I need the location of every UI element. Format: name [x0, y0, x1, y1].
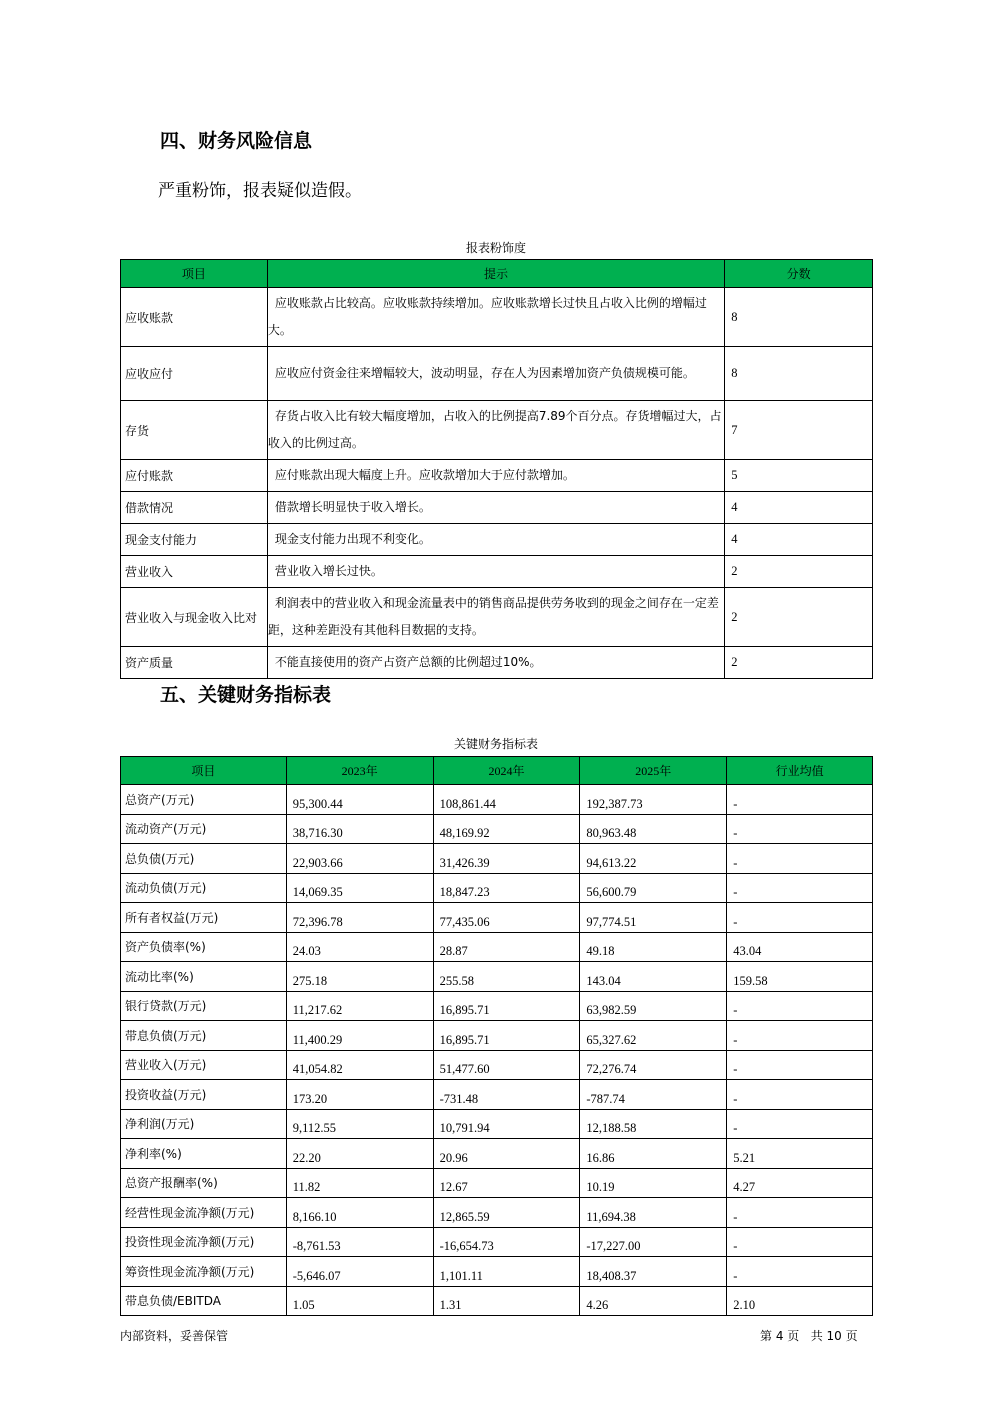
kpi-2024: 16,895.71	[433, 1021, 580, 1051]
table-row	[121, 1257, 873, 1287]
kpi-2025: 63,982.59	[580, 991, 727, 1021]
footer-page-number: 第 4 页 共 10 页	[760, 1329, 858, 1343]
kpi-2024: 12.67	[433, 1168, 580, 1198]
risk-item: 资产质量	[121, 647, 268, 679]
section-title-financial-risk: 四、财务风险信息	[160, 130, 313, 152]
kpi-industry-avg: 43.04	[727, 932, 873, 962]
risk-hint-text: 应收账款占比较高。应收账款持续增加。应收账款增长过快且占收入比例的增幅过大。	[267, 296, 707, 337]
kpi-2023: 22,903.66	[286, 844, 433, 874]
kpi-industry-avg: -	[727, 991, 873, 1021]
risk-score: 7	[725, 401, 873, 460]
table-row	[121, 1139, 873, 1169]
kpi-2023: -5,646.07	[286, 1257, 433, 1287]
kpi-2023: 11,400.29	[286, 1021, 433, 1051]
column-header-industry-avg: 行业均值	[727, 757, 873, 785]
kpi-2024: 77,435.06	[433, 903, 580, 933]
kpi-2025: 56,600.79	[580, 873, 727, 903]
kpi-2024: 28.87	[433, 932, 580, 962]
table-row	[121, 903, 873, 933]
kpi-label: 投资性现金流净额(万元)	[121, 1227, 287, 1257]
kpi-2025: 72,276.74	[580, 1050, 727, 1080]
kpi-2025: 192,387.73	[580, 785, 727, 815]
risk-item: 应付账款	[121, 460, 268, 492]
kpi-2025: 4.26	[580, 1286, 727, 1316]
kpi-2023: 9,112.55	[286, 1109, 433, 1139]
kpi-label: 银行贷款(万元)	[121, 991, 287, 1021]
table-row	[121, 588, 873, 647]
kpi-label: 营业收入(万元)	[121, 1050, 287, 1080]
kpi-2024: 18,847.23	[433, 873, 580, 903]
risk-score: 2	[725, 556, 873, 588]
risk-hint-text: 营业收入增长过快。	[274, 564, 383, 578]
table-row	[121, 1021, 873, 1051]
kpi-industry-avg: 4.27	[727, 1168, 873, 1198]
kpi-label: 投资收益(万元)	[121, 1080, 287, 1110]
risk-item: 营业收入与现金收入比对	[121, 588, 268, 647]
risk-score: 8	[725, 288, 873, 347]
risk-score: 4	[725, 524, 873, 556]
risk-hint-text: 应付账款出现大幅度上升。应收款增加大于应付款增加。	[274, 468, 575, 482]
column-header-item: 项目	[121, 757, 287, 785]
whitewash-table	[120, 259, 873, 679]
kpi-2025: 16.86	[580, 1139, 727, 1169]
kpi-label: 净利润(万元)	[121, 1109, 287, 1139]
risk-hint	[267, 347, 724, 401]
kpi-label: 筹资性现金流净额(万元)	[121, 1257, 287, 1287]
risk-item: 营业收入	[121, 556, 268, 588]
risk-score: 5	[725, 460, 873, 492]
table-row	[121, 524, 873, 556]
kpi-2023: 95,300.44	[286, 785, 433, 815]
kpi-label: 带息负债(万元)	[121, 1021, 287, 1051]
table-row	[121, 1109, 873, 1139]
kpi-industry-avg: 5.21	[727, 1139, 873, 1169]
risk-score: 2	[725, 588, 873, 647]
kpi-2024: 12,865.59	[433, 1198, 580, 1228]
risk-hint	[267, 460, 724, 492]
kpi-2024: 48,169.92	[433, 814, 580, 844]
kpi-label: 流动比率(%)	[121, 962, 287, 992]
risk-hint	[267, 556, 724, 588]
kpi-2025: 143.04	[580, 962, 727, 992]
kpi-industry-avg: 2.10	[727, 1286, 873, 1316]
table-caption-whitewash: 报表粉饰度	[465, 241, 526, 255]
risk-item: 应收账款	[121, 288, 268, 347]
kpi-industry-avg: -	[727, 1257, 873, 1287]
risk-score: 8	[725, 347, 873, 401]
risk-hint	[267, 401, 724, 460]
kpi-2024: 31,426.39	[433, 844, 580, 874]
risk-hint	[267, 492, 724, 524]
kpi-2023: 38,716.30	[286, 814, 433, 844]
kpi-2025: -787.74	[580, 1080, 727, 1110]
table-row	[121, 1080, 873, 1110]
risk-hint	[267, 524, 724, 556]
risk-score: 2	[725, 647, 873, 679]
kpi-2025: 80,963.48	[580, 814, 727, 844]
table-header-row	[121, 260, 873, 288]
kpi-2024: 10,791.94	[433, 1109, 580, 1139]
kpi-2024: 16,895.71	[433, 991, 580, 1021]
kpi-2024: 255.58	[433, 962, 580, 992]
table-row	[121, 962, 873, 992]
table-row	[121, 556, 873, 588]
table-row	[121, 991, 873, 1021]
kpi-2024: -731.48	[433, 1080, 580, 1110]
risk-item: 现金支付能力	[121, 524, 268, 556]
kpi-2023: 24.03	[286, 932, 433, 962]
kpi-industry-avg: -	[727, 1227, 873, 1257]
kpi-label: 所有者权益(万元)	[121, 903, 287, 933]
kpi-label: 净利率(%)	[121, 1139, 287, 1169]
kpi-2023: 22.20	[286, 1139, 433, 1169]
kpi-2023: 173.20	[286, 1080, 433, 1110]
kpi-2024: 1.31	[433, 1286, 580, 1316]
kpi-2023: 11.82	[286, 1168, 433, 1198]
table-row	[121, 1198, 873, 1228]
table-row	[121, 873, 873, 903]
column-header-2025: 2025年	[580, 757, 727, 785]
risk-item: 应收应付	[121, 347, 268, 401]
kpi-industry-avg: -	[727, 785, 873, 815]
section-title-key-indicators: 五、关键财务指标表	[160, 684, 332, 706]
table-row	[121, 932, 873, 962]
risk-hint-text: 利润表中的营业收入和现金流量表中的销售商品提供劳务收到的现金之间存在一定差距，这种差距没有其他科目数据的支持。	[267, 596, 719, 637]
kpi-label: 带息负债/EBITDA	[121, 1286, 287, 1316]
table-row	[121, 401, 873, 460]
table-row	[121, 844, 873, 874]
table-caption-key-indicators: 关键财务指标表	[453, 737, 538, 751]
kpi-2024: 1,101.11	[433, 1257, 580, 1287]
kpi-2024: 20.96	[433, 1139, 580, 1169]
table-row	[121, 814, 873, 844]
risk-hint-text: 借款增长明显快于收入增长。	[274, 500, 431, 514]
column-header-hint: 提示	[267, 260, 724, 288]
kpi-industry-avg: -	[727, 903, 873, 933]
table-row	[121, 1168, 873, 1198]
column-header-score: 分数	[725, 260, 873, 288]
kpi-2025: 49.18	[580, 932, 727, 962]
table-row	[121, 1286, 873, 1316]
table-row	[121, 1227, 873, 1257]
table-row	[121, 785, 873, 815]
column-header-2023: 2023年	[286, 757, 433, 785]
risk-summary: 严重粉饰，报表疑似造假。	[158, 181, 362, 201]
risk-hint-text: 存货占收入比有较大幅度增加，占收入的比例提高7.89个百分点。存货增幅过大，占收入的比例过高。	[267, 409, 722, 450]
kpi-label: 总资产(万元)	[121, 785, 287, 815]
kpi-label: 经营性现金流净额(万元)	[121, 1198, 287, 1228]
risk-item: 借款情况	[121, 492, 268, 524]
table-row	[121, 1050, 873, 1080]
kpi-2024: -16,654.73	[433, 1227, 580, 1257]
risk-score: 4	[725, 492, 873, 524]
kpi-2024: 108,861.44	[433, 785, 580, 815]
risk-item: 存货	[121, 401, 268, 460]
column-header-item: 项目	[121, 260, 268, 288]
kpi-2025: -17,227.00	[580, 1227, 727, 1257]
kpi-2023: -8,761.53	[286, 1227, 433, 1257]
kpi-2023: 14,069.35	[286, 873, 433, 903]
kpi-industry-avg: -	[727, 814, 873, 844]
risk-hint	[267, 647, 724, 679]
kpi-2025: 94,613.22	[580, 844, 727, 874]
kpi-2023: 41,054.82	[286, 1050, 433, 1080]
kpi-industry-avg: -	[727, 1080, 873, 1110]
table-row	[121, 460, 873, 492]
kpi-2025: 18,408.37	[580, 1257, 727, 1287]
kpi-2024: 51,477.60	[433, 1050, 580, 1080]
kpi-industry-avg: -	[727, 1198, 873, 1228]
table-header-row	[121, 757, 873, 785]
kpi-2025: 11,694.38	[580, 1198, 727, 1228]
kpi-label: 总资产报酬率(%)	[121, 1168, 287, 1198]
kpi-2025: 65,327.62	[580, 1021, 727, 1051]
kpi-2023: 11,217.62	[286, 991, 433, 1021]
risk-hint	[267, 288, 724, 347]
kpi-industry-avg: -	[727, 873, 873, 903]
table-row	[121, 288, 873, 347]
kpi-2025: 10.19	[580, 1168, 727, 1198]
kpi-industry-avg: -	[727, 1050, 873, 1080]
kpi-2023: 8,166.10	[286, 1198, 433, 1228]
kpi-industry-avg: 159.58	[727, 962, 873, 992]
risk-hint-text: 应收应付资金往来增幅较大，波动明显，存在人为因素增加资产负债规模可能。	[274, 366, 695, 380]
kpi-label: 流动负债(万元)	[121, 873, 287, 903]
risk-hint-text: 现金支付能力出现不利变化。	[274, 532, 431, 546]
table-row	[121, 492, 873, 524]
kpi-label: 总负债(万元)	[121, 844, 287, 874]
kpi-industry-avg: -	[727, 1021, 873, 1051]
table-row	[121, 347, 873, 401]
column-header-2024: 2024年	[433, 757, 580, 785]
kpi-label: 资产负债率(%)	[121, 932, 287, 962]
kpi-2023: 275.18	[286, 962, 433, 992]
kpi-industry-avg: -	[727, 1109, 873, 1139]
kpi-2025: 97,774.51	[580, 903, 727, 933]
footer-confidential: 内部资料，妥善保管	[120, 1329, 229, 1343]
kpi-industry-avg: -	[727, 844, 873, 874]
key-indicators-table	[120, 756, 873, 1316]
kpi-label: 流动资产(万元)	[121, 814, 287, 844]
risk-hint-text: 不能直接使用的资产占资产总额的比例超过10%。	[274, 655, 542, 669]
kpi-2023: 1.05	[286, 1286, 433, 1316]
kpi-2023: 72,396.78	[286, 903, 433, 933]
table-row	[121, 647, 873, 679]
kpi-2025: 12,188.58	[580, 1109, 727, 1139]
risk-hint	[267, 588, 724, 647]
